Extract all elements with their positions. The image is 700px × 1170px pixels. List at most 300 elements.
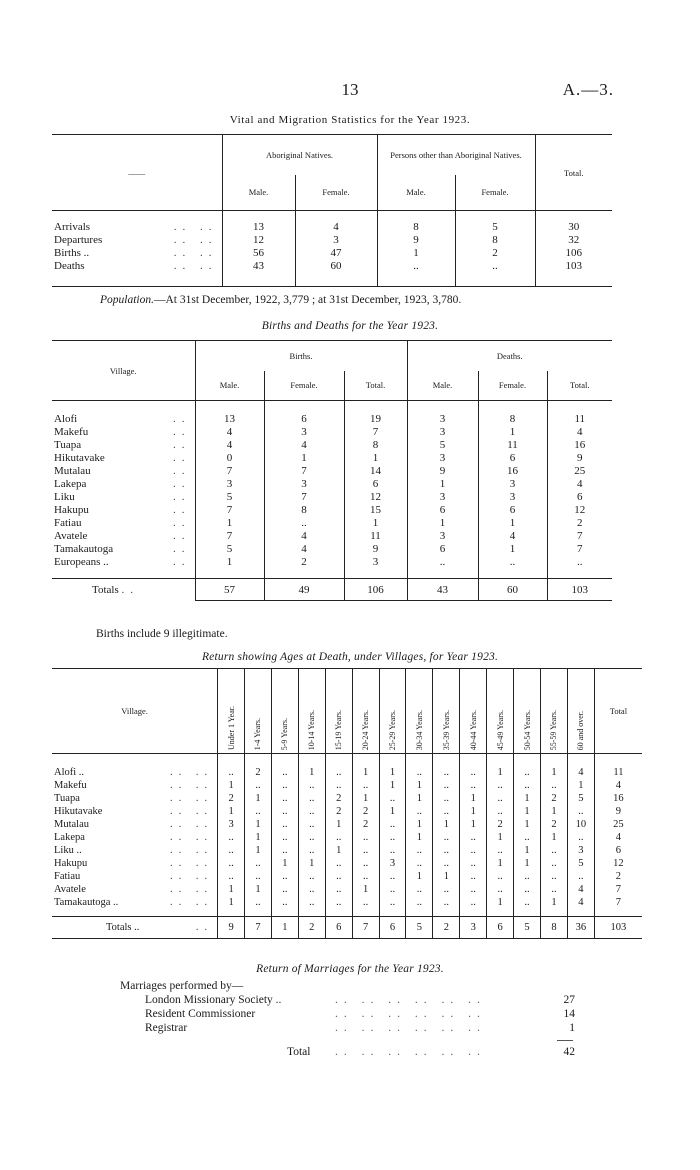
ages-total-cell: 2 bbox=[298, 917, 325, 939]
bd-row bbox=[52, 491, 612, 504]
bd-cell: 4 bbox=[264, 439, 344, 452]
bd-cell: 7 bbox=[195, 504, 264, 517]
ages-cell: 2 bbox=[325, 805, 352, 818]
bd-cell: 2 bbox=[264, 556, 344, 569]
ages-cell: .. bbox=[540, 779, 567, 792]
bd-cell: 6 bbox=[407, 504, 478, 517]
bd-row-label: Hikutavake .. bbox=[54, 452, 191, 464]
bd-row bbox=[52, 543, 612, 556]
bd-row bbox=[52, 413, 612, 426]
ages-cell: 1 bbox=[218, 805, 245, 818]
bd-cell: 12 bbox=[547, 504, 612, 517]
bd-cell: 7 bbox=[344, 426, 407, 439]
ages-cell: 1 bbox=[514, 818, 541, 831]
ages-column-header: Under 1 Year. bbox=[218, 669, 245, 754]
ages-row-label: Alofi .. .. .. bbox=[54, 766, 214, 778]
ages-cell: 1 bbox=[271, 857, 298, 870]
bd-total-cell: 60 bbox=[478, 579, 547, 601]
ages-cell: 1 bbox=[540, 896, 567, 909]
bd-total-cell: 103 bbox=[547, 579, 612, 601]
vital-stub: —— bbox=[52, 135, 222, 211]
page-number: 13 bbox=[341, 80, 359, 99]
bd-cell: 7 bbox=[264, 491, 344, 504]
bd-cell: 3 bbox=[264, 478, 344, 491]
bd-cell: 3 bbox=[407, 413, 478, 426]
ages-cell: .. bbox=[514, 831, 541, 844]
bd-sub-total: Total. bbox=[344, 371, 407, 401]
ages-cell: 1 bbox=[218, 779, 245, 792]
bd-cell: 6 bbox=[344, 478, 407, 491]
vital-cell: 9 bbox=[377, 234, 455, 247]
ages-cell: .. bbox=[379, 844, 406, 857]
ages-cell: .. bbox=[540, 844, 567, 857]
vital-cell: 12 bbox=[222, 234, 295, 247]
bd-sub-male: Male. bbox=[195, 371, 264, 401]
ages-cell: .. bbox=[487, 870, 514, 883]
ages-cell: 1 bbox=[245, 818, 272, 831]
ages-column-header: 15-19 Years. bbox=[325, 669, 352, 754]
vital-group-aboriginal: Aboriginal Natives. bbox=[222, 135, 377, 175]
ages-cell: .. bbox=[298, 883, 325, 896]
ages-row bbox=[52, 844, 642, 857]
bd-group-births: Births. bbox=[195, 341, 407, 371]
ages-total-cell: 5 bbox=[514, 917, 541, 939]
ages-cell: 5 bbox=[567, 792, 594, 805]
bd-cell: 8 bbox=[264, 504, 344, 517]
ages-cell: .. bbox=[271, 831, 298, 844]
ages-row-total: 6 bbox=[594, 844, 642, 857]
ages-cell: 3 bbox=[218, 818, 245, 831]
vital-sub-male: Male. bbox=[377, 175, 455, 211]
births-deaths-title: Births and Deaths for the Year 1923. bbox=[261, 320, 439, 332]
ages-cell: .. bbox=[218, 870, 245, 883]
bd-row bbox=[52, 556, 612, 569]
bd-cell: 4 bbox=[547, 426, 612, 439]
vital-cell: 43 bbox=[222, 260, 295, 273]
ages-row-total: 7 bbox=[594, 896, 642, 909]
ages-cell: .. bbox=[514, 896, 541, 909]
bd-sub-total: Total. bbox=[547, 371, 612, 401]
ages-cell: .. bbox=[433, 805, 460, 818]
vital-row bbox=[52, 234, 612, 247]
bd-cell: 6 bbox=[547, 491, 612, 504]
bd-row bbox=[52, 452, 612, 465]
ages-cell: .. bbox=[325, 779, 352, 792]
ages-cell: .. bbox=[218, 857, 245, 870]
bd-cell: 4 bbox=[264, 530, 344, 543]
ages-total-cell: 6 bbox=[325, 917, 352, 939]
ages-cell: .. bbox=[460, 883, 487, 896]
bd-cell: 3 bbox=[344, 556, 407, 569]
marriages-title: Return of Marriages for the Year 1923. bbox=[256, 963, 444, 975]
ages-row-label: Tuapa .. .. bbox=[54, 792, 214, 804]
ages-cell: .. bbox=[487, 844, 514, 857]
bd-cell: .. bbox=[407, 556, 478, 569]
bd-cell: 19 bbox=[344, 413, 407, 426]
bd-row-label: Lakepa .. bbox=[54, 478, 191, 490]
ages-cell: 5 bbox=[567, 857, 594, 870]
bd-cell: 11 bbox=[344, 530, 407, 543]
ages-cell: 1 bbox=[460, 818, 487, 831]
bd-cell: 9 bbox=[344, 543, 407, 556]
ages-cell: 1 bbox=[514, 844, 541, 857]
bd-row bbox=[52, 504, 612, 517]
ages-cell: 1 bbox=[298, 857, 325, 870]
vital-cell: 13 bbox=[222, 221, 295, 234]
ages-table bbox=[52, 668, 642, 939]
ages-cell: 4 bbox=[567, 883, 594, 896]
ages-cell: .. bbox=[433, 831, 460, 844]
bd-cell: 5 bbox=[195, 491, 264, 504]
ages-total-cell: 36 bbox=[567, 917, 594, 939]
ages-column-header: 55-59 Years. bbox=[540, 669, 567, 754]
vital-cell: 106 bbox=[535, 247, 612, 260]
ages-cell: 1 bbox=[325, 844, 352, 857]
ages-cell: .. bbox=[325, 857, 352, 870]
marriage-label: London Missionary Society .. bbox=[145, 994, 282, 1006]
ages-cell: 1 bbox=[433, 818, 460, 831]
bd-row-label: Tamakautoga .. bbox=[54, 543, 191, 555]
ages-cell: 2 bbox=[487, 818, 514, 831]
ages-cell: 1 bbox=[487, 831, 514, 844]
ages-cell: .. bbox=[514, 870, 541, 883]
ages-cell: .. bbox=[406, 896, 433, 909]
ages-cell: .. bbox=[406, 805, 433, 818]
ages-cell: .. bbox=[218, 831, 245, 844]
vital-group-others: Persons other than Aboriginal Natives. bbox=[377, 135, 535, 175]
ages-cell: .. bbox=[298, 792, 325, 805]
vital-cell: 3 bbox=[295, 234, 377, 247]
ages-row bbox=[52, 766, 642, 779]
ages-cell: .. bbox=[433, 857, 460, 870]
ages-cell: .. bbox=[460, 779, 487, 792]
bd-row-label: Europeans .. .. bbox=[54, 556, 191, 568]
ages-total-cell: 7 bbox=[245, 917, 272, 939]
bd-cell: 7 bbox=[264, 465, 344, 478]
bd-totals-row bbox=[52, 579, 612, 601]
ages-cell: 1 bbox=[460, 792, 487, 805]
ages-row-label: Hikutavake .. .. bbox=[54, 805, 214, 817]
ages-total-cell: 2 bbox=[433, 917, 460, 939]
ages-row-label: Makefu .. .. bbox=[54, 779, 214, 791]
ages-cell: .. bbox=[460, 896, 487, 909]
ages-column-header: 40-44 Years. bbox=[460, 669, 487, 754]
ages-cell: 1 bbox=[245, 844, 272, 857]
bd-cell: 7 bbox=[195, 530, 264, 543]
ages-cell: 1 bbox=[352, 792, 379, 805]
ages-row bbox=[52, 896, 642, 909]
bd-cell: 8 bbox=[478, 413, 547, 426]
bd-cell: 6 bbox=[264, 413, 344, 426]
ages-cell: 1 bbox=[245, 883, 272, 896]
marriage-total-value: 42 bbox=[563, 1046, 575, 1058]
ages-cell: .. bbox=[487, 792, 514, 805]
bd-cell: 11 bbox=[478, 439, 547, 452]
bd-cell: 4 bbox=[264, 543, 344, 556]
ages-cell: .. bbox=[298, 896, 325, 909]
marriage-total-row: Total .. .. .. .. .. .. 42 bbox=[287, 1046, 575, 1058]
ages-cell: .. bbox=[298, 844, 325, 857]
marriage-row: Registrar .. .. .. .. .. .. 1 bbox=[145, 1022, 575, 1034]
ages-row-label: Liku .. .. .. bbox=[54, 844, 214, 856]
ages-cell: .. bbox=[433, 844, 460, 857]
ages-cell: .. bbox=[271, 792, 298, 805]
ages-row-label: Fatiau .. .. bbox=[54, 870, 214, 882]
bd-cell: 7 bbox=[547, 530, 612, 543]
bd-row-label: Makefu .. bbox=[54, 426, 191, 438]
ages-cell: .. bbox=[514, 883, 541, 896]
ages-cell: 2 bbox=[352, 805, 379, 818]
ages-cell: .. bbox=[433, 896, 460, 909]
ages-total-cell: 9 bbox=[218, 917, 245, 939]
births-note: Births include 9 illegitimate. bbox=[96, 628, 228, 640]
ages-row bbox=[52, 831, 642, 844]
marriage-value: 14 bbox=[563, 1008, 575, 1020]
ages-cell: 1 bbox=[245, 831, 272, 844]
ages-cell: 1 bbox=[406, 779, 433, 792]
vital-cell: 8 bbox=[455, 234, 535, 247]
ages-cell: .. bbox=[325, 870, 352, 883]
ages-total-cell: 6 bbox=[487, 917, 514, 939]
ages-cell: .. bbox=[487, 883, 514, 896]
ages-cell: .. bbox=[325, 896, 352, 909]
vital-cell: 4 bbox=[295, 221, 377, 234]
vital-row-label: Deaths .. .. bbox=[54, 260, 218, 272]
ages-cell: .. bbox=[298, 818, 325, 831]
bd-sub-female: Female. bbox=[478, 371, 547, 401]
ages-cell: 1 bbox=[325, 818, 352, 831]
bd-cell: 4 bbox=[195, 426, 264, 439]
ages-cell: 1 bbox=[218, 896, 245, 909]
bd-cell: 0 bbox=[195, 452, 264, 465]
ages-row bbox=[52, 805, 642, 818]
bd-cell: 1 bbox=[407, 517, 478, 530]
ages-row-total: 11 bbox=[594, 766, 642, 779]
ages-cell: .. bbox=[433, 883, 460, 896]
bd-cell: 3 bbox=[478, 478, 547, 491]
bd-cell: 4 bbox=[478, 530, 547, 543]
bd-cell: 1 bbox=[344, 517, 407, 530]
ages-cell: 1 bbox=[540, 805, 567, 818]
ages-cell: 1 bbox=[514, 805, 541, 818]
ages-cell: 1 bbox=[352, 766, 379, 779]
ages-row-total: 2 bbox=[594, 870, 642, 883]
bd-cell: 3 bbox=[407, 426, 478, 439]
ages-row bbox=[52, 857, 642, 870]
vital-row bbox=[52, 260, 612, 273]
bd-sub-male: Male. bbox=[407, 371, 478, 401]
ages-total-cell: 3 bbox=[460, 917, 487, 939]
bd-village-header: Village. bbox=[52, 341, 195, 401]
ages-cell: 2 bbox=[352, 818, 379, 831]
bd-cell: 5 bbox=[195, 543, 264, 556]
bd-cell: 25 bbox=[547, 465, 612, 478]
vital-table bbox=[52, 134, 612, 287]
vital-cell: 8 bbox=[377, 221, 455, 234]
bd-total-cell: 43 bbox=[407, 579, 478, 601]
bd-row-label: Tuapa .. bbox=[54, 439, 191, 451]
ages-row bbox=[52, 818, 642, 831]
bd-cell: 3 bbox=[407, 491, 478, 504]
marriage-label: Resident Commissioner bbox=[145, 1008, 256, 1020]
bd-cell: .. bbox=[264, 517, 344, 530]
bd-cell: 3 bbox=[264, 426, 344, 439]
ages-total-cell: 5 bbox=[406, 917, 433, 939]
ages-cell: .. bbox=[271, 766, 298, 779]
ages-cell: .. bbox=[245, 805, 272, 818]
ages-cell: 2 bbox=[540, 792, 567, 805]
ages-cell: .. bbox=[460, 857, 487, 870]
ages-cell: .. bbox=[406, 844, 433, 857]
bd-totals-label: Totals .. bbox=[52, 579, 195, 601]
ages-cell: 1 bbox=[406, 792, 433, 805]
vital-sub-female: Female. bbox=[295, 175, 377, 211]
ages-cell: 1 bbox=[218, 883, 245, 896]
ages-cell: .. bbox=[433, 792, 460, 805]
marriage-value: 1 bbox=[569, 1022, 575, 1034]
ages-cell: .. bbox=[325, 883, 352, 896]
ages-row-label: Lakepa .. .. bbox=[54, 831, 214, 843]
bd-row bbox=[52, 439, 612, 452]
ages-cell: .. bbox=[379, 870, 406, 883]
ages-row-total: 4 bbox=[594, 831, 642, 844]
vital-sub-female: Female. bbox=[455, 175, 535, 211]
marriage-value: 27 bbox=[563, 994, 575, 1006]
bd-group-deaths: Deaths. bbox=[407, 341, 612, 371]
ages-cell: 2 bbox=[325, 792, 352, 805]
marriage-row: Resident Commissioner .. .. .. .. .. .. 14 bbox=[145, 1008, 575, 1020]
ages-cell: .. bbox=[379, 818, 406, 831]
ages-total-cell: 1 bbox=[271, 917, 298, 939]
ages-totals-label: Totals .. .. bbox=[52, 917, 218, 939]
bd-row bbox=[52, 465, 612, 478]
ages-cell: .. bbox=[379, 896, 406, 909]
ages-cell: .. bbox=[245, 870, 272, 883]
ages-cell: 1 bbox=[487, 857, 514, 870]
ages-column-header: 20-24 Years. bbox=[352, 669, 379, 754]
vital-sub-male: Male. bbox=[222, 175, 295, 211]
vital-cell: 60 bbox=[295, 260, 377, 273]
ages-cell: 3 bbox=[567, 844, 594, 857]
ages-row bbox=[52, 870, 642, 883]
vital-cell: 103 bbox=[535, 260, 612, 273]
bd-cell: 4 bbox=[547, 478, 612, 491]
ages-cell: .. bbox=[406, 857, 433, 870]
ages-cell: 10 bbox=[567, 818, 594, 831]
ages-cell: 1 bbox=[379, 805, 406, 818]
ages-column-header: 50-54 Years. bbox=[514, 669, 541, 754]
ages-cell: .. bbox=[352, 870, 379, 883]
ages-cell: .. bbox=[540, 883, 567, 896]
ages-cell: 1 bbox=[460, 805, 487, 818]
ages-cell: .. bbox=[298, 779, 325, 792]
marriage-total-label: Total bbox=[287, 1046, 311, 1058]
bd-cell: 6 bbox=[407, 543, 478, 556]
vital-cell: 47 bbox=[295, 247, 377, 260]
ages-cell: .. bbox=[218, 766, 245, 779]
bd-cell: 7 bbox=[195, 465, 264, 478]
bd-row-label: Liku .. bbox=[54, 491, 191, 503]
ages-row bbox=[52, 779, 642, 792]
ages-cell: 1 bbox=[298, 766, 325, 779]
ages-cell: .. bbox=[567, 805, 594, 818]
population-line bbox=[100, 294, 461, 306]
ages-cell: .. bbox=[271, 779, 298, 792]
bd-row bbox=[52, 478, 612, 491]
bd-cell: 3 bbox=[407, 530, 478, 543]
ages-cell: .. bbox=[325, 766, 352, 779]
ages-cell: 1 bbox=[514, 792, 541, 805]
bd-cell: 1 bbox=[478, 543, 547, 556]
ages-title: Return showing Ages at Death, under Villages, for Year 1923. bbox=[201, 651, 499, 663]
ages-cell: 1 bbox=[433, 870, 460, 883]
vital-cell: .. bbox=[455, 260, 535, 273]
bd-cell: 16 bbox=[547, 439, 612, 452]
bd-sub-female: Female. bbox=[264, 371, 344, 401]
ages-village-header: Village. bbox=[52, 669, 218, 754]
ages-cell: .. bbox=[379, 883, 406, 896]
bd-total-cell: 57 bbox=[195, 579, 264, 601]
ages-cell: .. bbox=[352, 896, 379, 909]
vital-group-total: Total. bbox=[535, 135, 612, 211]
ages-cell: .. bbox=[271, 896, 298, 909]
ages-row bbox=[52, 792, 642, 805]
vital-title: Vital and Migration Statistics for the Year 1923. bbox=[229, 114, 471, 126]
vital-row bbox=[52, 221, 612, 234]
bd-total-cell: 106 bbox=[344, 579, 407, 601]
ages-cell: .. bbox=[271, 870, 298, 883]
document-reference: A.—3. bbox=[562, 80, 614, 99]
ages-cell: .. bbox=[271, 883, 298, 896]
marriages-list bbox=[145, 994, 575, 1062]
marriage-label: Registrar bbox=[145, 1022, 188, 1034]
vital-cell: 2 bbox=[455, 247, 535, 260]
marriage-row: London Missionary Society .. .. .. .. .. .. .. 27 bbox=[145, 994, 575, 1006]
ages-cell: .. bbox=[567, 870, 594, 883]
bd-cell: 3 bbox=[478, 491, 547, 504]
vital-row bbox=[52, 247, 612, 260]
ages-cell: .. bbox=[460, 831, 487, 844]
bd-cell: 4 bbox=[195, 439, 264, 452]
ages-cell: 1 bbox=[540, 831, 567, 844]
bd-cell: 11 bbox=[547, 413, 612, 426]
ages-row-label: Mutalau .. .. bbox=[54, 818, 214, 830]
ages-row bbox=[52, 883, 642, 896]
ages-cell: .. bbox=[325, 831, 352, 844]
ages-cell: .. bbox=[271, 818, 298, 831]
bd-row-label: Mutalau .. bbox=[54, 465, 191, 477]
bd-cell: 7 bbox=[547, 543, 612, 556]
bd-cell: 3 bbox=[195, 478, 264, 491]
ages-column-header: 35-39 Years. bbox=[433, 669, 460, 754]
ages-cell: .. bbox=[406, 883, 433, 896]
ages-cell: .. bbox=[271, 844, 298, 857]
ages-cell: 1 bbox=[406, 870, 433, 883]
population-label: Population. bbox=[100, 294, 154, 306]
ages-cell: 1 bbox=[245, 792, 272, 805]
bd-cell: .. bbox=[547, 556, 612, 569]
ages-cell: .. bbox=[460, 766, 487, 779]
vital-cell: 32 bbox=[535, 234, 612, 247]
ages-cell: .. bbox=[460, 844, 487, 857]
ages-row-total: 9 bbox=[594, 805, 642, 818]
bd-cell: 8 bbox=[344, 439, 407, 452]
bd-cell: .. bbox=[478, 556, 547, 569]
vital-row-label: Departures .. .. bbox=[54, 234, 218, 246]
bd-cell: 1 bbox=[478, 426, 547, 439]
ages-total-header: Total bbox=[594, 669, 642, 754]
ages-cell: .. bbox=[540, 857, 567, 870]
